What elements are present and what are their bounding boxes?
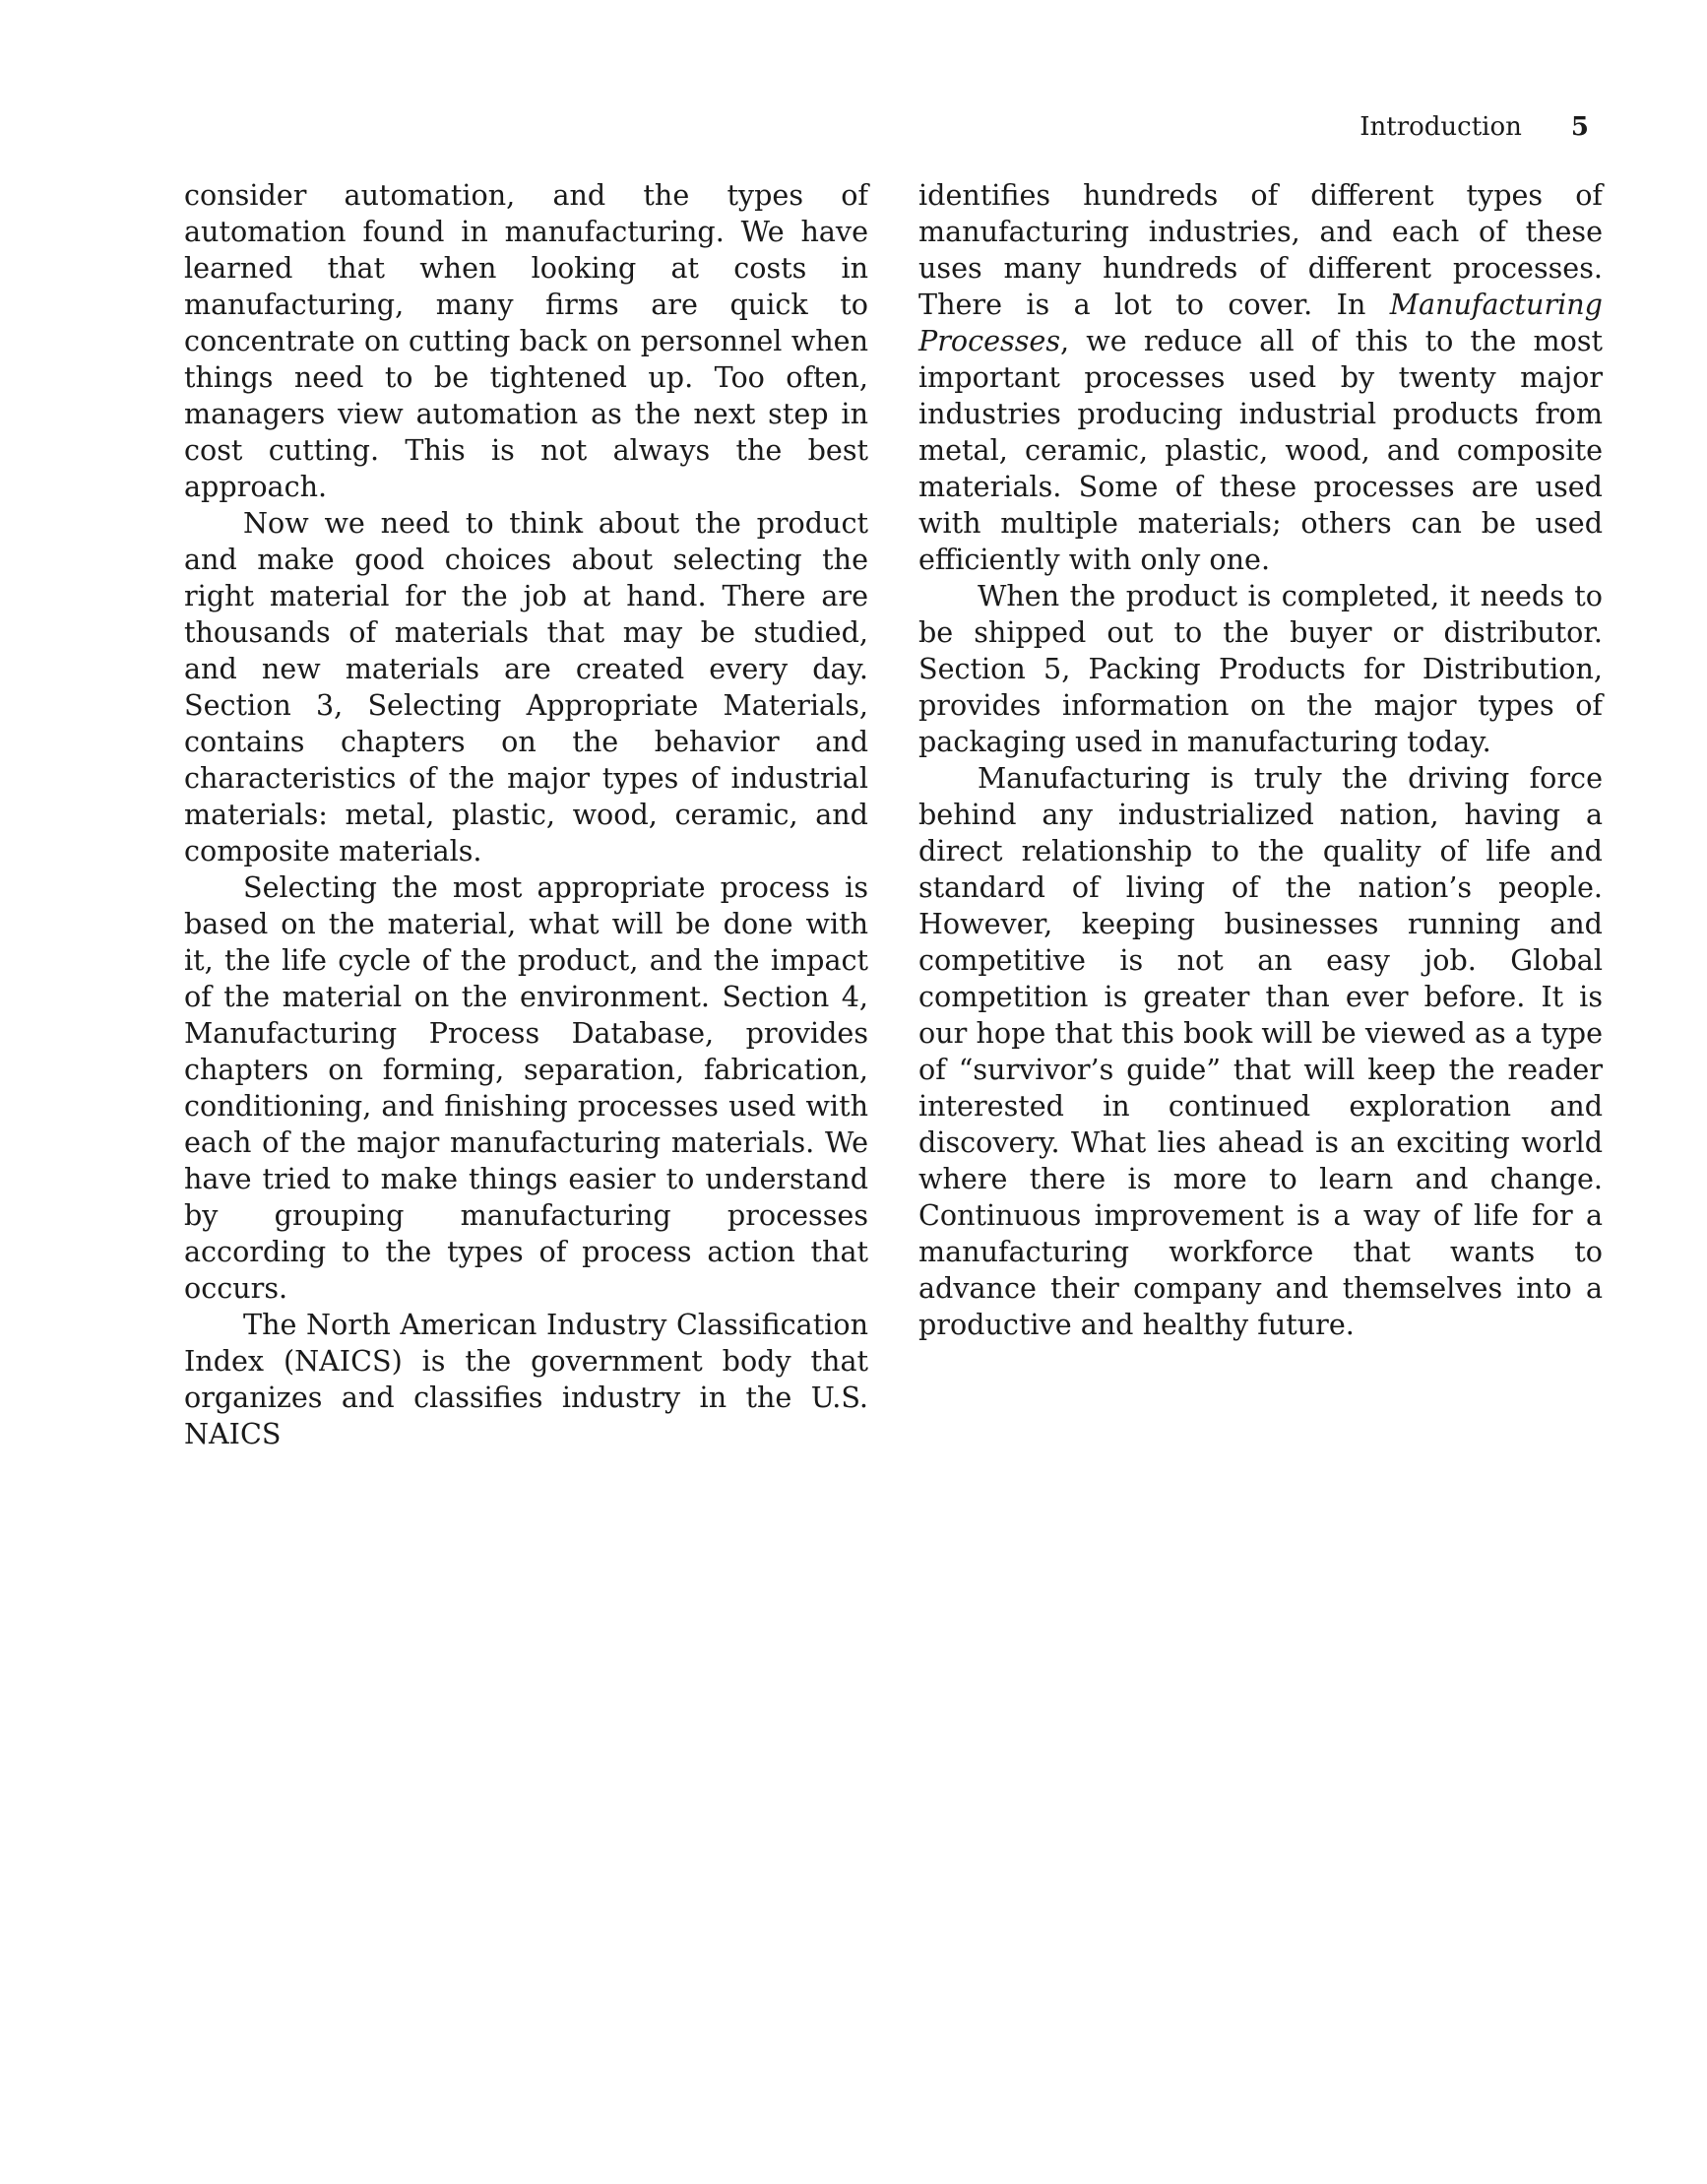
right-column	[918, 177, 1603, 1452]
paragraph-packaging: When the product is completed, it needs to be shipped out to the buyer or distributor. Section 5, Packing Products for Distribution, provides information on the major types of packaging used in manufacturing today.	[918, 579, 1603, 758]
paragraph-naics-continued	[918, 177, 1603, 578]
page-number: 5	[1570, 112, 1589, 142]
paragraph-automation-continued: consider automation, and the types of automation found in manufacturing. We have learned that when looking at costs in manufacturing, many firms are quick to concentrate on cutting back on personnel when things need to be tightened up. Too often, managers view automation as the next step in cost cutting. This is not always the best approach.	[184, 178, 868, 503]
running-head	[1359, 110, 1589, 144]
text-run: identifies hundreds of different types of manufacturing industries, and each of these uses many hundreds of different processes. There is a lot to cover. In	[918, 178, 1603, 321]
body-columns	[184, 177, 1603, 1452]
left-column	[184, 177, 868, 1452]
paragraph-conclusion: Manufacturing is truly the driving force behind any industrialized nation, having a direct relationship to the quality of life and standard of living of the nation’s people. However, keeping businesses running and competitive is not an easy job. Global competition is greater than ever before. It is our hope that this book will be viewed as a type of “survivor’s guide” that will keep the reader interested in continued exploration and discovery. What lies ahead is an exciting world where there is more to learn and change. Continuous improvement is a way of life for a manufacturing workforce that wants to advance their company and themselves into a productive and healthy future.	[918, 761, 1603, 1341]
running-head-title: Introduction	[1359, 112, 1522, 142]
paragraph-naics: The North American Industry Classification Index (NAICS) is the government body that organizes and classifies industry in the U.S. NAICS	[184, 1308, 868, 1450]
book-title-italic: Manufacturing Processes	[918, 288, 1603, 357]
paragraph-materials: Now we need to think about the product and make good choices about selecting the right material for the job at hand. There are thousands of materials that may be studied, and new materials are created every day. Section 3, Selecting Appropriate Materials, contains chapters on the behavior and characteristics of the major types of industrial materials: metal, plastic, wood, ceramic, and composite materials.	[184, 506, 868, 867]
text-run: , we reduce all of this to the most important processes used by twenty major industries producing industrial products from metal, ceramic, plastic, wood, and composite materials. Some of these processes are used with multiple materials; others can be used efficiently with only one.	[918, 324, 1603, 576]
paragraph-processes: Selecting the most appropriate process is based on the material, what will be done with it, the life cycle of the product, and the impact of the material on the environment. Section 4, Manufacturing Process Database, provides chapters on forming, separation, fabrication, conditioning, and finishing processes used with each of the major manufacturing materials. We have tried to make things easier to understand by grouping manufacturing processes according to the types of process action that occurs.	[184, 870, 868, 1305]
